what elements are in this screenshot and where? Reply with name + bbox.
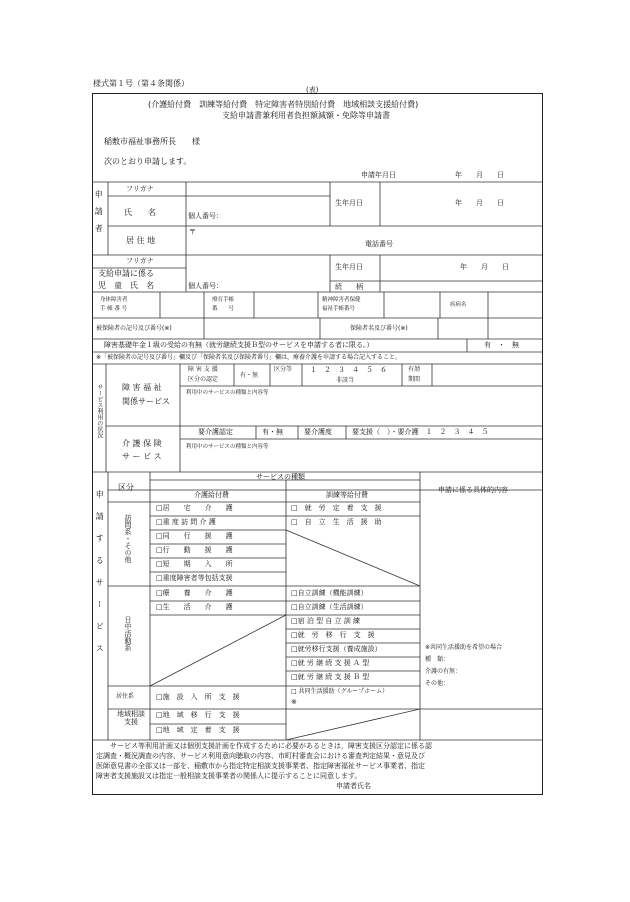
day-category-label: 日中活動系 [124,616,133,651]
service-continuation-a[interactable]: □就 労 継 続 支 援 Ａ 型 [291,659,370,667]
mental-handbook-label-1: 精神障害者保健 [322,297,361,303]
applicant-name-label: 氏 名 [124,208,156,217]
rehab-handbook-label-1: 療育手帳 [212,297,235,303]
child-furigana-label: フリガナ [126,257,154,265]
group-home-note: ※共同生活援助を希望の場合 [425,644,503,651]
service-lodging-training[interactable]: □宿 泊 型 自 立 訓 練 [291,617,360,625]
consent-line-2: 定調査・概況調査の内容、サービス利用意向聴取の内容、市町村審査会における審査判定結果・意見及び [96,752,425,760]
child-personal-number-label: 個人番号： [188,282,223,290]
service-community-transition[interactable]: □地 域 移 行 支 援 [156,711,240,719]
service-behavior-support[interactable]: □行 動 援 護 [156,546,233,554]
service-employment-transition[interactable]: □就 労 移 行 支 援 [291,631,375,639]
service-function-training[interactable]: □自立訓練（機能訓練） [291,589,368,597]
applicant-section-label: 申請者 [94,190,104,241]
class-cert-label-2: 区分の認定 [188,376,219,383]
service-short-stay[interactable]: □短 期 入 所 [156,560,233,568]
applicant-furigana-label: フリガナ [126,185,154,193]
child-relation-label: 続 柄 [335,283,363,291]
care-label-1: 介 護 保 険 [122,439,162,448]
addressee: 稲敷市福祉事務所長 様 [104,137,200,146]
care-cert-label: 要介護認定 [198,428,233,436]
signature-label: 申請者氏名 [336,782,371,790]
child-birthdate-label: 生年月日 [335,263,363,271]
other-label: その他： [425,680,450,687]
class-numbers: １ ２ ３ ４ ５ ６ [310,366,387,374]
care-level-label: 要介護度 [304,428,332,436]
service-community-settlement[interactable]: □地 域 定 着 支 援 [156,726,240,734]
request-line: 次のとおり申請します。 [104,157,192,166]
service-facility-admission[interactable]: □施 設 入 所 支 援 [156,693,240,701]
side-label: (表) [306,86,319,94]
service-group-home[interactable]: □ 共同生活援助（グループホーム） [291,688,389,695]
care-presence-label: 介護の有無： [425,668,462,675]
not-applicable-label: 非該当 [336,377,355,384]
community-category-label: 地域相談支援 [117,710,145,727]
visit-category-label: 訪問系・その他 [124,514,133,563]
consent-line-1: サービス等利用計画又は個別支援計画を作成するために必要があるときは，障害支援区分認定に係る認 [110,742,432,750]
residence-category-label: 居住系 [116,693,135,700]
welfare-in-use-label: 利用中のサービスの種類と内容等 [186,390,269,396]
valid-period-label-1: 有効 [408,366,421,373]
applicant-address-label: 居 住 地 [126,236,156,245]
specific-header: 申請に係る具体的内容 [438,486,508,494]
child-birthdate-ymd: 年 月 日 [460,263,509,271]
pension-label: 障害基礎年金１級の受給の有無（就労継続支援Ｂ型のサービスを申請する者に限る。） [104,341,374,349]
residence-note: ※ [291,698,297,706]
applicant-birthdate-ymd: 年 月 日 [455,199,504,207]
service-employment-transition-training[interactable]: □就労移行支援（養成施設） [291,645,382,653]
application-date-label: 申請年月日 [361,171,396,179]
service-life-training[interactable]: □自立訓練（生活訓練） [291,603,368,611]
usage-section-label: サービス利用の状況 [95,384,103,438]
class-cert-label-1: 障 害 支 援 [188,366,218,373]
welfare-label-2: 関係サービス [122,397,170,406]
service-home-care[interactable]: □居 宅 介 護 [156,504,233,512]
applicant-personal-number-label: 個人番号： [188,212,223,220]
category-header: 区分 [118,483,134,492]
postal-mark: 〒 [189,228,196,236]
service-severe-visit-care[interactable]: □重 度 訪 問 介 護 [156,518,216,526]
care-label-2: サ ー ビ ス [122,452,162,461]
valid-period-label-2: 期間 [408,376,421,383]
application-date-ymd: 年 月 日 [455,171,504,179]
service-medical-care[interactable]: □療 養 介 護 [156,589,233,597]
care-yes-no: 有・無 [262,428,283,436]
insurer-label: 保険者名及び番号(※) [350,325,408,332]
kind-header: サービスの種類 [256,473,305,481]
service-comprehensive-support[interactable]: □重度障害者等包括支援 [156,574,233,582]
care-in-use-label: 利用中のサービスの種類と内容等 [186,444,269,450]
header-line1: (介護給付費 訓練等給付費 特定障害者特別給付費 地域相談支援給付費) [148,100,419,109]
service-employment-retention[interactable]: □ 就 労 定 着 支 援 [291,504,382,512]
service-life-care[interactable]: □生 活 介 護 [156,603,233,611]
applicant-phone-label: 電話番号 [365,240,393,248]
child-name-label-1: 支給申請に係る [98,269,154,278]
physical-handbook-label-2: 手 帳 番 号 [100,306,128,312]
pension-choice: 有 ・ 無 [484,341,519,349]
form-number: 様式第１号（第４条関係） [93,79,189,88]
insured-note: ※「被保険者の記号及び番号」欄及び「保険者名及び保険者番号」欄は，療養介護を申請する場合記入すること。 [96,354,402,361]
applicant-birthdate-label: 生年月日 [335,199,363,207]
insured-number-label: 被保険者の記号及び番号(※) [96,325,172,332]
training-header: 訓練等給付費 [326,491,368,499]
consent-line-4: 障害者支援施設又は指定一般相談支援事業者の関係人に提示することに同意します。 [96,772,362,780]
consent-line-3: 医師意見書の全部又は一部を、稲敷市から指定特定相談支援事業者、指定障害福祉サービス事業者、指定 [96,762,425,770]
care-level-values: 要支援（ ）・要介護 １ ２ ３ ４ ５ [352,428,489,436]
child-name-label-2: 児 童 氏 名 [98,281,154,290]
welfare-label-1: 障 害 福 祉 [122,383,162,392]
service-independent-living-assist[interactable]: □ 自 立 生 活 援 助 [291,518,382,526]
care-header: 介護給付費 [194,491,229,499]
physical-handbook-label-1: 身体障害者 [100,297,128,303]
disease-label: 疾病名 [450,302,467,308]
class-yes-no: 有・無 [240,372,259,379]
service-continuation-b[interactable]: □就 労 継 続 支 援 Ｂ 型 [291,673,370,681]
services-section-label: 申請するサービス [95,490,105,666]
rehab-handbook-label-2: 番 号 [212,306,235,312]
class-label: 区分等 [274,366,293,373]
service-accompany-support[interactable]: □同 行 援 護 [156,532,233,540]
mental-handbook-label-2: 福祉手帳番号 [322,306,356,312]
header-line2: 支給申請書兼利用者負担額減額・免除等申請書 [222,111,390,120]
type-label: 種 類： [425,656,450,663]
